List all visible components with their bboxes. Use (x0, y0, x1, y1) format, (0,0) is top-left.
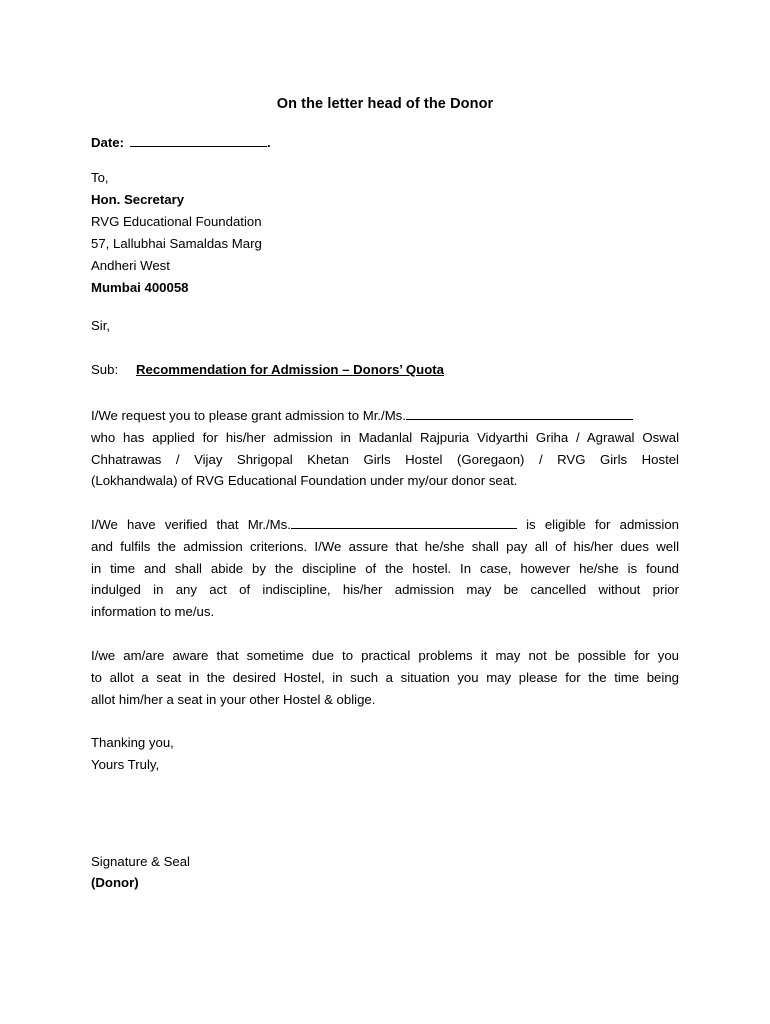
paragraph-line: in time and shall abide by the discipline of the hostel. In case, however he/she is found (91, 560, 679, 576)
address-city: Mumbai 400058 (91, 280, 189, 295)
recipient-address (91, 167, 262, 299)
paragraph-line: to allot a seat in the desired Hostel, in such a situation you may please for the time being (91, 669, 679, 685)
paragraph-line: (Lokhandwala) of RVG Educational Foundation under my/our donor seat. (91, 473, 518, 489)
verification-paragraph (91, 514, 679, 623)
request-paragraph (91, 405, 679, 492)
paragraph-line: allot him/her a seat in your other Hostel & oblige. (91, 691, 376, 707)
closing-thanks: Thanking you, (91, 735, 174, 750)
awareness-paragraph (91, 645, 679, 710)
verify-intro: I/We have verified that Mr./Ms. (91, 517, 291, 532)
subject-text: Recommendation for Admission – Donors’ Quota (136, 362, 444, 377)
paragraph-line: and fulfils the admission criterions. I/We assure that he/she shall pay all of his/her dues well (91, 538, 679, 554)
date-suffix: . (266, 135, 271, 150)
address-street: 57, Lallubhai Samaldas Marg (91, 236, 262, 251)
candidate-name-blank (406, 407, 633, 420)
signature-block (91, 851, 190, 893)
paragraph-line: information to me/us. (91, 604, 215, 620)
paragraph-line: indulged in any act of indiscipline, his/her admission may be cancelled without prior (91, 582, 679, 598)
address-to: To, (91, 170, 109, 185)
request-intro: I/We request you to please grant admission to Mr./Ms. (91, 408, 406, 423)
date-blank (130, 134, 267, 147)
subject-label: Sub: (91, 362, 119, 377)
subject-line (91, 362, 444, 377)
closing (91, 732, 174, 776)
salutation: Sir, (91, 318, 111, 333)
paragraph-line: Chhatrawas / Vijay Shrigopal Khetan Girls Hostel (Goregaon) / RVG Girls Hostel (91, 451, 679, 467)
paragraph-line (91, 405, 679, 427)
paragraph-line: I/we am/are aware that sometime due to practical problems it may not be possible for you (91, 648, 679, 663)
address-org: RVG Educational Foundation (91, 214, 262, 229)
paragraph-line (91, 514, 679, 536)
date-label: Date: (91, 135, 124, 150)
signature-label: Signature & Seal (91, 854, 190, 869)
address-recipient: Hon. Secretary (91, 192, 185, 207)
page-title: On the letter head of the Donor (276, 96, 494, 112)
verify-tail: is eligible for admission (526, 517, 679, 532)
paragraph-line: who has applied for his/her admission in Madanlal Rajpuria Vidyarthi Griha / Agrawal Oswal (91, 429, 679, 445)
address-area: Andheri West (91, 258, 170, 273)
closing-yours: Yours Truly, (91, 757, 160, 772)
signature-role: (Donor) (91, 875, 139, 890)
verified-name-blank (291, 516, 517, 529)
date-line (91, 134, 271, 150)
